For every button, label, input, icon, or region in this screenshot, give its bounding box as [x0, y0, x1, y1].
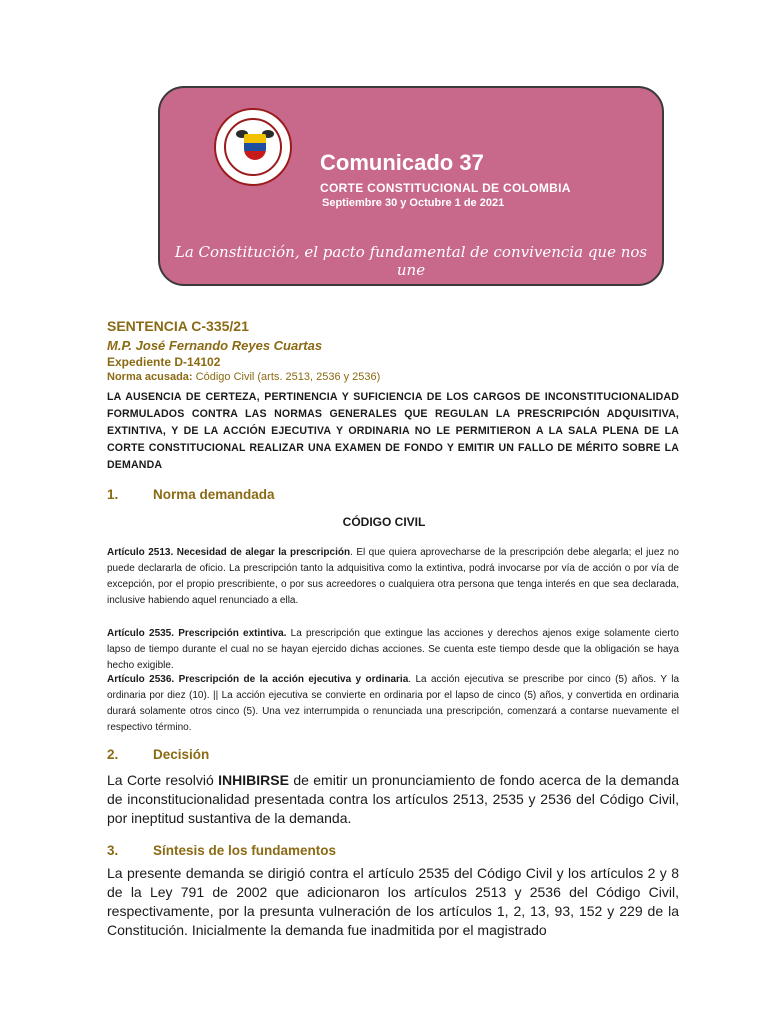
section-number: 3. [107, 843, 119, 858]
section-heading [107, 747, 209, 762]
section-heading [107, 843, 336, 858]
synthesis-paragraph: La presente demanda se dirigió contra el artículo 2535 del Código Civil y los artículos 2 y 8 de la Ley 791 de 2002 que adicionaron los artículos 2513 y 2536 del Código Civil, respectivamente, por la presunta vulneración de los artículos 1, 2, 13, 93, 152 y 229 de la Constitución. Inicialmente la demanda fue inadmitida por el magistrado [107, 865, 679, 938]
decision-text: La Corte resolvió [107, 772, 219, 788]
summary: LA AUSENCIA DE CERTEZA, PERTINENCIA Y SUFICIENCIA DE LOS CARGOS DE INCONSTITUCIONALIDAD FORMULADOS CONTRA LAS NORMAS GENERALES QUE REGULAN LA PRESCRIPCIÓN ADQUISITIVA, EXTINTIVA, Y DE LA ACCIÓN EJECUTIVA Y ORDINARIA NO LE PERMITIERON A LA SALA PLENA DE LA CORTE CONSTITUCIONAL REALIZAR UNA EXAMEN DE FONDO Y EMITIR UN FALLO DE MÉRITO SOBRE LA DEMANDA [107, 391, 679, 471]
article-body: . El que quiera aprovecharse de la prescripción debe alegarla; el juez no puede declararla de oficio. La prescripción tanto la adquisitiva como la extintiva, podrá invocarse por vía de acción o por vía de excepción, por el propio prescribiente, o por sus acreedores o cualquiera otra persona que tenga interés en que sea declarada, inclusive habiendo aquel renunciado a ella. [107, 547, 679, 606]
motto: La Constitución, el pacto fundamental de convivencia que nos une [174, 243, 648, 279]
section-number: 2. [107, 747, 119, 762]
section-title: Norma demandada [153, 487, 275, 502]
court-name: CORTE CONSTITUCIONAL DE COLOMBIA [320, 181, 571, 195]
article-heading: Artículo 2513. Necesidad de alegar la prescripción [107, 547, 351, 558]
section-title: Síntesis de los fundamentos [153, 843, 337, 858]
section-heading [107, 487, 275, 502]
code-title: CÓDIGO CIVIL [342, 515, 426, 529]
accused-norm [107, 371, 380, 383]
seal-ring [224, 118, 282, 176]
decision-text: de emitir un pronunciamiento de fondo acerca de la demanda de inconstitucionalidad presentada contra los artículos 2513, 2535 y 2536 del Código Civil, por ineptitud sustantiva de la demanda. [107, 772, 679, 826]
article-2536 [107, 672, 679, 736]
article-body: La prescripción que extingue las acciones y derechos ajenos exige solamente cierto lapso de tiempo durante el cual no se hayan ejercido dichas acciones. Se cuenta este tiempo desde que la obligación se haya hecho exigible. [107, 628, 679, 671]
decision-paragraph [107, 771, 679, 828]
article-heading: Artículo 2535. Prescripción extintiva. [107, 628, 287, 639]
court-seal-logo [214, 108, 292, 186]
magistrate: M.P. José Fernando Reyes Cuartas [107, 338, 323, 353]
section-number: 1. [107, 487, 119, 502]
article-body: . La acción ejecutiva se prescribe por cinco (5) años. Y la ordinaria por diez (10). || La acción ejecutiva se convierte en ordinaria por el lapso de cinco (5) años, y convertida en ordinaria durará solamente otros cinco (5). Una vez interrumpida o renunciada una prescripción, comenzará a contarse nuevamente el respectivo término. [107, 674, 680, 733]
decision-ruling: INHIBIRSE [218, 772, 289, 788]
sentence-number: SENTENCIA C-335/21 [107, 318, 249, 334]
communique-date: Septiembre 30 y Octubre 1 de 2021 [322, 197, 505, 209]
accused-norm-label: Norma acusada: [107, 371, 193, 383]
article-heading: Artículo 2536. Prescripción de la acción ejecutiva y ordinaria [107, 674, 409, 685]
coat-of-arms-icon [244, 134, 266, 160]
file-number: Expediente D-14102 [107, 355, 221, 369]
section-title: Decisión [153, 747, 210, 762]
communique-banner [158, 86, 664, 286]
communique-title: Comunicado 37 [320, 150, 484, 175]
article-2535 [107, 626, 679, 674]
accused-norm-value: Código Civil (arts. 2513, 2536 y 2536) [192, 371, 381, 383]
article-2513 [107, 545, 679, 609]
